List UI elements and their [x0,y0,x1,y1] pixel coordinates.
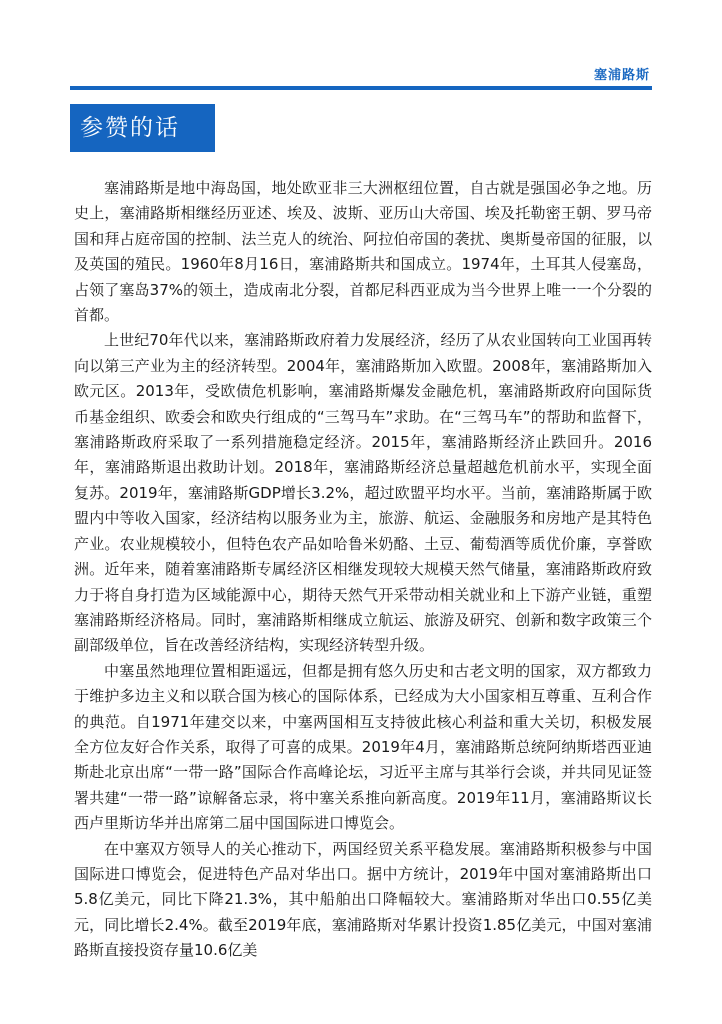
section-title: 参赞的话 [80,115,180,141]
header-rule [70,86,652,90]
paragraph: 中塞虽然地理位置相距遥远，但都是拥有悠久历史和古老文明的国家，双方都致力于维护多边主义和以联合国为核心的国际体系，已经成为大小国家相互尊重、互利合作的典范。自1971年建交以来，中塞两国相互支持彼此核心利益和重大关切，积极发展全方位友好合作关系，取得了可喜的成果。2019年4月，塞浦路斯总统阿纳斯塔西亚迪斯赴北京出席“一带一路”国际合作高峰论坛，习近平主席与其举行会谈，并共同见证签署共建“一带一路”谅解备忘录，将中塞关系推向新高度。2019年11月，塞浦路斯议长西卢里斯访华并出席第二届中国国际进口博览会。 [74,661,652,833]
paragraph: 塞浦路斯是地中海岛国，地处欧亚非三大洲枢纽位置，自古就是强国必争之地。历史上，塞浦路斯相继经历亚述、埃及、波斯、亚历山大帝国、埃及托勒密王朝、罗马帝国和拜占庭帝国的控制、法兰克人的统治、阿拉伯帝国的袭扰、奥斯曼帝国的征服，以及英国的殖民。1960年8月16日，塞浦路斯共和国成立。1974年，土耳其人侵塞岛，占领了塞岛37%的领土，造成南北分裂，首都尼科西亚成为当今世界上唯一一个分裂的首都。 [74,179,652,325]
paragraph: 上世纪70年代以来，塞浦路斯政府着力发展经济，经历了从农业国转向工业国再转向以第三产业为主的经济转型。2004年，塞浦路斯加入欧盟。2008年，塞浦路斯加入欧元区。2013年，受欧债危机影响，塞浦路斯爆发金融危机，塞浦路斯政府向国际货币基金组织、欧委会和欧央行组成的“三驾马车”求助。在“三驾马车”的帮助和监督下，塞浦路斯政府采取了一系列措施稳定经济。2015年，塞浦路斯经济止跌回升。2016年，塞浦路斯退出救助计划。2018年，塞浦路斯经济总量超越危机前水平，实现全面复苏。2019年，塞浦路斯GDP增长3.2%，超过欧盟平均水平。当前，塞浦路斯属于欧盟内中等收入国家，经济结构以服务业为主，旅游、航运、金融服务和房地产是其特色产业。农业规模较小，但特色农产品如哈鲁米奶酪、土豆、葡萄酒等质优价廉，享誉欧洲。近年来，随着塞浦路斯专属经济区相继发现较大规模天然气储量，塞浦路斯政府致力于将自身打造为区域能源中心，期待天然气开采带动相关就业和上下游产业链，重塑塞浦路斯经济格局。同时，塞浦路斯相继成立航运、旅游及研究、创新和数字政策三个副部级单位，旨在改善经济结构，实现经济转型升级。 [74,331,652,655]
running-title: 塞浦路斯 [593,68,650,83]
paragraph: 在中塞双方领导人的关心推动下，两国经贸关系平稳发展。塞浦路斯积极参与中国国际进口博览会，促进特色产品对华出口。据中方统计，2019年中国对塞浦路斯出口5.8亿美元，同比下降21.3%，其中船舶出口降幅较大。塞浦路斯对华出口0.55亿美元，同比增长2.4%。截至2019年底，塞浦路斯对华累计投资1.85亿美元，中国对塞浦路斯直接投资存量10.6亿美 [74,839,652,960]
section-title-banner [70,104,215,152]
article-body [74,176,652,964]
